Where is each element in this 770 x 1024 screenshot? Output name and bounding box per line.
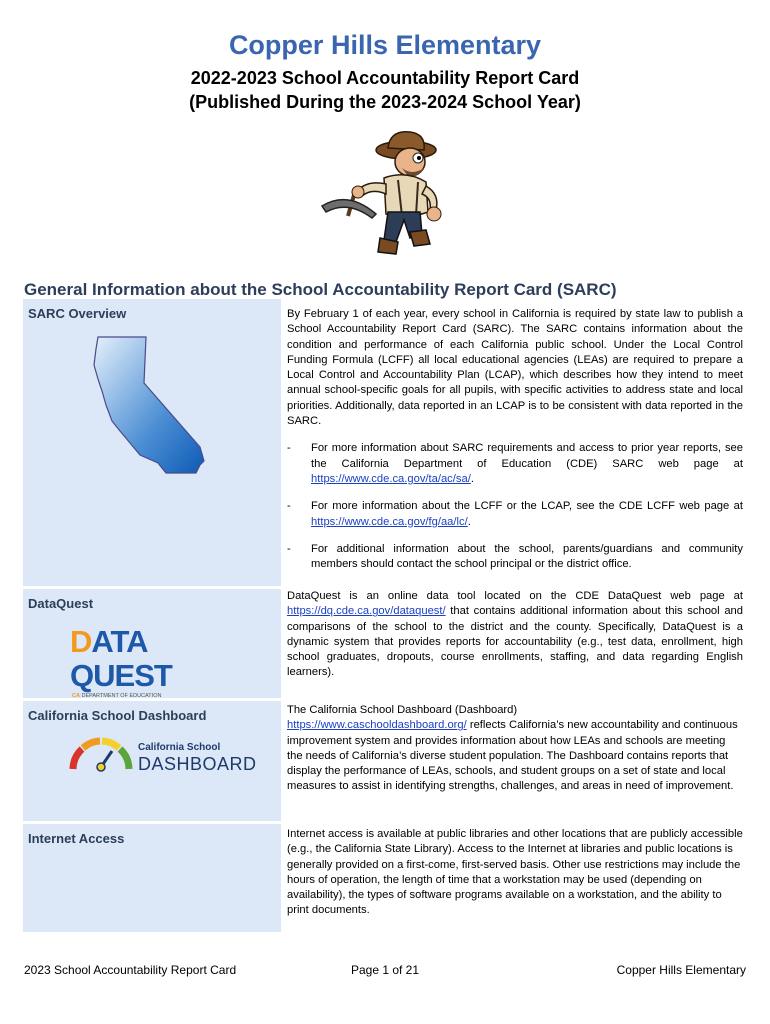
report-title [0,66,770,114]
report-title-line2: (Published During the 2023-2024 School Year) [189,92,581,112]
dashboard-paragraph: The California School Dashboard (Dashboard) https://www.caschooldashboard.org/ reflects California’s new accountability and continuous improvement system and provides information about how LEAs and schools are meeting the needs of California’s diverse student population. The Dashboard contains reports that display the performance of LEAs, schools, and student groups on a set of state and local measures to assist in identifying strengths, challenges, and areas in need of improvement. [287,704,738,793]
sarc-overview-paragraph: By February 1 of each year, every school in California is required by state law to publish a School Accountability Report Card (SARC). The SARC contains information about the condition and performance of each California public school. Under the Local Control Funding Formula (LCFF) all local educational agencies (LEAs) are required to prepare a Local Control and Accountability Plan (LCAP), which describes how they intend to meet annual school-specific goals for all pupils, with specific activities to address state and local priorities. Additionally, data reported in an LCAP is to be consistent with data reported in the SARC. [287,308,743,428]
sarc-overview-label: SARC Overview [28,306,127,321]
dashboard-row [23,701,747,821]
sarc-overview-row [23,299,747,586]
section-heading: General Information about the School Accountability Report Card (SARC) [24,280,617,299]
dataquest-link[interactable]: https://dq.cde.ca.gov/dataquest/ [287,605,446,618]
gauge-icon [68,733,134,773]
dataquest-row [23,589,747,698]
internet-access-label: Internet Access [28,831,125,846]
dataquest-logo: DATA QUEST CA DEPARTMENT OF EDUCATION [70,624,172,699]
dataquest-paragraph: DataQuest is an online data tool located on the CDE DataQuest web page at https://dq.cde.ca.gov/dataquest/ that contains additional information about this school and comparisons of the school to the district and the county. Specifically, DataQuest is a dynamic system that provides reports for accountability (e.g., test data, enrollment, high school graduates, dropouts, course enrollments, staffing, and data regarding English learners). [287,590,743,679]
footer-school-name: Copper Hills Elementary [616,963,746,977]
sarc-info-table [23,299,747,935]
dashboard-logo: California School DASHBOARD [68,733,272,773]
sarc-bullet-3: - For additional information about the school, parents/guardians and community members should contact the school principal or the district office. [287,542,743,571]
dataquest-label: DataQuest [28,596,94,611]
cde-sarc-link[interactable]: https://www.cde.ca.gov/ta/ac/sa/ [311,472,471,485]
footer-page-number: Page 1 of 21 [350,963,420,977]
sarc-bullet-2: - For more information about the LCFF or the LCAP, see the CDE LCFF web page at https://www.cde.ca.gov/fg/aa/lc/. [287,500,743,528]
school-name: Copper Hills Elementary [228,30,542,60]
dashboard-label: California School Dashboard [28,708,207,723]
cde-lcff-link[interactable]: https://www.cde.ca.gov/fg/aa/lc/ [311,515,468,528]
report-title-line1: 2022-2023 School Accountability Report Card [190,68,580,88]
footer-report-name: 2023 School Accountability Report Card [24,963,237,977]
internet-access-paragraph: Internet access is available at public libraries and other locations that are publicly accessible (e.g., the California State Library). Access to the Internet at libraries and public locations is generally provided on a first-come, first-served basis. Other use restrictions may include the hours of operation, the length of time that a workstation may be used (depending on availability), the types of software programs available on a workstation, and the ability to print documents. [287,828,743,917]
internet-access-row [23,824,747,932]
dashboard-link[interactable]: https://www.caschooldashboard.org/ [287,719,467,732]
sarc-bullet-1: - For more information about SARC requirements and access to prior year reports, see the California Department of Education (CDE) SARC web page at https://www.cde.ca.gov/ta/ac/sa/. [287,442,743,485]
california-map-image [68,335,208,475]
miner-mascot-image [318,128,458,263]
